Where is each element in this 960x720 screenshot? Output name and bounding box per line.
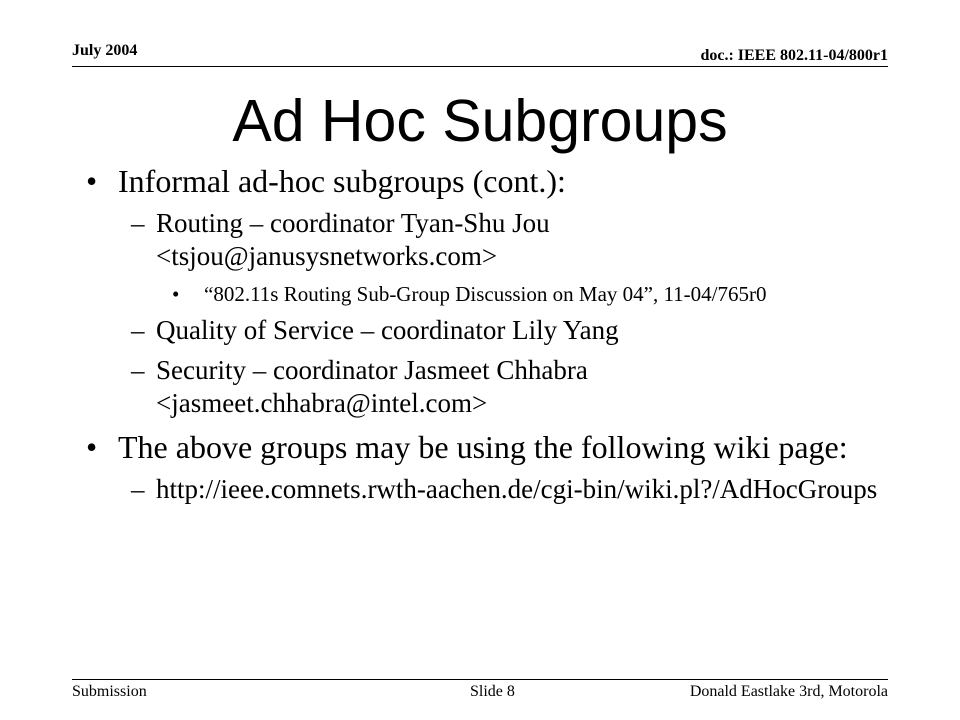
sub-bullet-text: Routing – coordinator Tyan-Shu Jou <tsjou@janusysnetworks.com>	[156, 208, 550, 271]
bullet-dot-icon: •	[86, 429, 98, 465]
slide-body	[86, 158, 886, 506]
sub-sub-bullet-text: “802.11s Routing Sub-Group Discussion on May 04”, 11-04/765r0	[204, 282, 767, 306]
footer-submission: Submission	[72, 683, 147, 700]
sub-bullet-routing	[86, 207, 886, 273]
bullet-text: Informal ad-hoc subgroups (cont.):	[118, 163, 566, 199]
sub-bullet-wiki-url	[86, 473, 886, 506]
bullet-wiki-page	[86, 428, 886, 466]
dash-icon: –	[131, 208, 145, 238]
dash-icon: –	[131, 355, 145, 385]
sub-sub-bullet-routing-doc	[86, 281, 886, 307]
header-doc-id: doc.: IEEE 802.11-04/800r1	[700, 47, 888, 64]
footer-divider	[72, 679, 888, 680]
bullet-informal-subgroups	[86, 162, 886, 200]
bullet-text: The above groups may be using the following wiki page:	[118, 429, 848, 465]
slide-title: Ad Hoc Subgroups	[232, 88, 728, 154]
header-date: July 2004	[72, 42, 138, 59]
sub-bullet-security	[86, 354, 886, 420]
bullet-dot-icon: •	[86, 163, 98, 199]
wiki-url-text: http://ieee.comnets.rwth-aachen.de/cgi-bin/wiki.pl?/AdHocGroups	[156, 474, 878, 504]
dash-icon: –	[131, 474, 145, 504]
sub-bullet-text: Quality of Service – coordinator Lily Yang	[156, 315, 619, 345]
footer-slide-number: Slide 8	[470, 683, 515, 700]
sub-bullet-qos	[86, 314, 886, 347]
footer-author: Donald Eastlake 3rd, Motorola	[689, 683, 888, 700]
dash-icon: –	[131, 315, 145, 345]
bullet-dot-icon: •	[172, 282, 180, 306]
header-divider	[72, 66, 888, 67]
sub-bullet-text: Security – coordinator Jasmeet Chhabra <jasmeet.chhabra@intel.com>	[156, 355, 588, 418]
